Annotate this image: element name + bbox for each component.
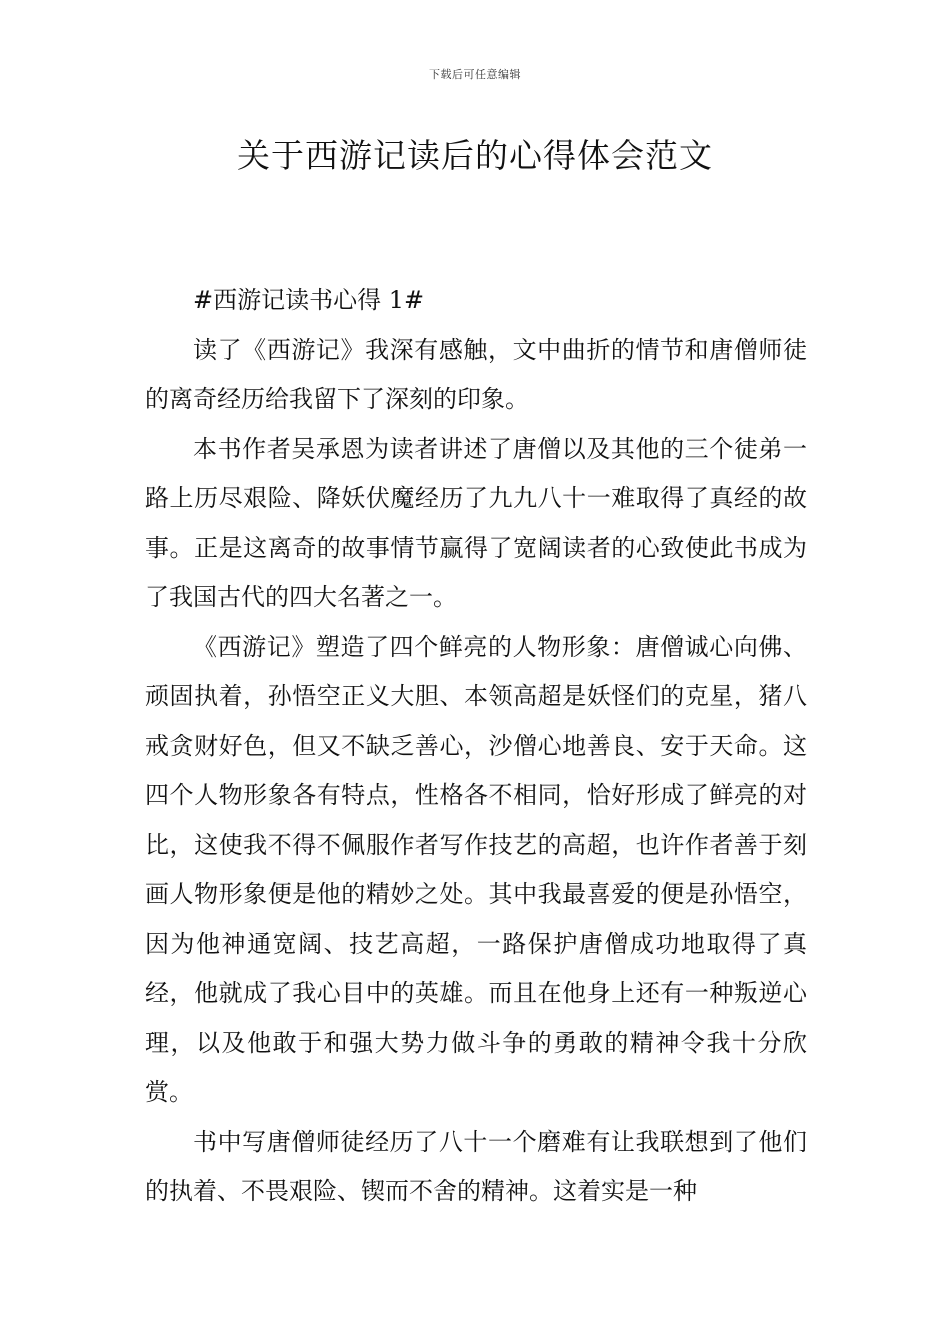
paragraph: 《西游记》塑造了四个鲜亮的人物形象：唐僧诚心向佛、顽固执着，孙悟空正义大胆、本领高超是妖怪们的克星，猪八戒贪财好色，但又不缺乏善心，沙僧心地善良、安于天命。这四个人物形象各有特点，性格各不相同，恰好形成了鲜亮的对比，这使我不得不佩服作者写作技艺的高超，也许作者善于刻画人物形象便是他的精妙之处。其中我最喜爱的便是孙悟空，因为他神通宽阔、技艺高超，一路保护唐僧成功地取得了真经，他就成了我心目中的英雄。而且在他身上还有一种叛逆心理，以及他敢于和强大势力做斗争的勇敢的精神令我十分欣赏。 bbox=[145, 632, 807, 1106]
document-title: 关于西游记读后的心得体会范文 bbox=[237, 136, 713, 175]
document-body bbox=[145, 276, 807, 1217]
paragraph: 读了《西游记》我深有感触，文中曲折的情节和唐僧师徒的离奇经历给我留下了深刻的印象。 bbox=[145, 335, 807, 413]
section-heading: #西游记读书心得 1# bbox=[193, 286, 425, 314]
paragraph: 书中写唐僧师徒经历了八十一个磨难有让我联想到了他们的执着、不畏艰险、锲而不舍的精神。这着实是一种 bbox=[145, 1127, 807, 1205]
paragraph: 本书作者吴承恩为读者讲述了唐僧以及其他的三个徒弟一路上历尽艰险、降妖伏魔经历了九九八十一难取得了真经的故事。正是这离奇的故事情节赢得了宽阔读者的心致使此书成为了我国古代的四大名著之一。 bbox=[145, 434, 807, 611]
header-note: 下载后可任意编辑 bbox=[429, 68, 521, 81]
